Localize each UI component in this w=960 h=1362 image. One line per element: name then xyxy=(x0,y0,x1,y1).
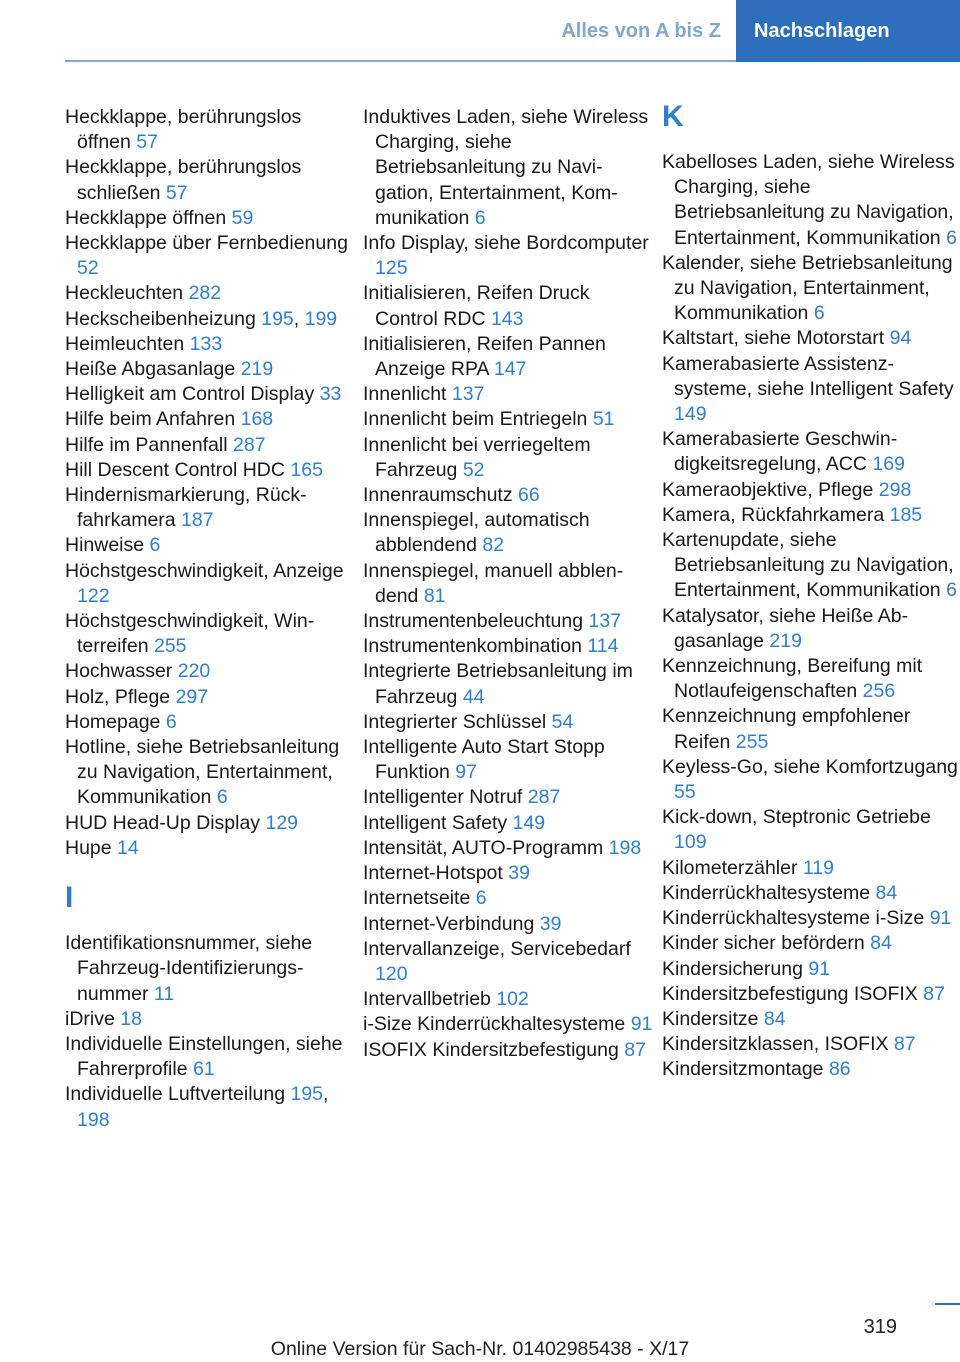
index-entry-term: Integrierter Schlüssel xyxy=(363,710,547,733)
index-entry-term: Instrumentenbeleuchtung xyxy=(363,610,584,633)
page-reference-link[interactable]: 84 xyxy=(875,881,898,904)
page-reference-link[interactable]: 54 xyxy=(551,710,574,733)
page-reference-link[interactable]: 133 xyxy=(189,332,223,355)
index-entry xyxy=(363,332,653,382)
index-entry-term: HUD Head-Up Display xyxy=(65,811,261,834)
index-entry-term: Kindersitzklassen, ISOFIX xyxy=(662,1033,889,1056)
index-entry xyxy=(363,785,653,810)
index-entry xyxy=(65,483,355,533)
index-entry-term: Kennzeichnung empfohlener Reifen xyxy=(662,705,911,753)
index-entry xyxy=(662,427,960,477)
index-entry-term: Innenspiegel, automatisch abblendend xyxy=(363,509,590,557)
index-entry-term: Hill Descent Control HDC xyxy=(65,458,285,481)
page-reference-link[interactable]: 59 xyxy=(231,206,254,229)
page-reference-link[interactable]: 52 xyxy=(462,458,485,481)
page-reference-link[interactable]: 109 xyxy=(674,831,707,854)
index-entry-term: ISOFIX Kindersitzbefestigung xyxy=(363,1038,619,1061)
index-entry xyxy=(363,634,653,659)
page-reference-link[interactable]: 220 xyxy=(177,660,211,683)
index-entry xyxy=(363,811,653,836)
page-reference-link[interactable]: 137 xyxy=(588,610,622,633)
index-entry xyxy=(662,856,960,881)
index-entry-term: Heckklappe, berührungslos öffnen xyxy=(65,106,302,154)
index-entry-term: Innenspiegel, manuell abblendend xyxy=(363,559,624,607)
index-entry-term: Kindersicherung xyxy=(662,957,803,980)
page-reference-link[interactable]: 91 xyxy=(808,957,831,980)
index-entry xyxy=(662,755,960,805)
index-entry xyxy=(363,281,653,331)
index-entry-term: Kamerabasierte Geschwindigkeitsregelung, ACC xyxy=(662,428,898,476)
index-entry xyxy=(363,937,653,987)
page-reference-link[interactable]: 84 xyxy=(870,932,892,955)
page-reference-link[interactable]: 97 xyxy=(455,761,477,784)
index-entry xyxy=(662,251,960,327)
index-entry xyxy=(662,1007,960,1032)
index-entry xyxy=(363,609,653,634)
page-reference-link[interactable]: 91 xyxy=(630,1013,653,1036)
index-entry: Individuelle Luftverteilung 195, 198 xyxy=(65,1083,329,1131)
index-entry xyxy=(662,352,960,428)
page-reference-link[interactable]: 87 xyxy=(893,1033,916,1056)
index-entry-term: Internetseite xyxy=(363,887,471,910)
index-entry xyxy=(65,458,355,483)
page-reference-link[interactable]: 198 xyxy=(608,836,642,859)
page-reference-link[interactable]: 51 xyxy=(592,408,615,431)
page-reference-link[interactable]: 149 xyxy=(674,403,707,426)
index-entry xyxy=(662,478,960,503)
page-reference-link[interactable]: 298 xyxy=(878,478,912,501)
index-entry xyxy=(363,407,653,432)
page-reference-link[interactable]: 102 xyxy=(496,988,529,1011)
index-entry-term: Homepage xyxy=(65,710,161,733)
page-reference-link[interactable]: 147 xyxy=(493,358,527,381)
index-entry xyxy=(65,281,355,306)
index-entry-term: Intensität, AUTO-Programm xyxy=(363,836,604,859)
page-reference-link[interactable]: 55 xyxy=(674,781,696,804)
index-entry xyxy=(662,1057,960,1082)
page-reference-link[interactable]: 149 xyxy=(512,811,546,834)
index-entry-term: Keyless-Go, siehe Komfortzugang xyxy=(662,755,958,778)
page-reference-link[interactable]: 187 xyxy=(181,509,214,532)
index-entry xyxy=(363,710,653,735)
index-entry xyxy=(363,836,653,861)
index-entry xyxy=(363,508,653,558)
page-reference-link[interactable]: 6 xyxy=(813,302,825,325)
index-entry xyxy=(662,957,960,982)
index-entry-term: Innenlicht xyxy=(363,383,447,406)
page-reference-link[interactable]: 185 xyxy=(889,503,923,526)
page-reference-link[interactable]: 61 xyxy=(192,1058,215,1081)
index-entry xyxy=(65,332,355,357)
index-entry-term: Heckklappe über Fernbedienung xyxy=(65,232,348,255)
index-entry-term: Intelligenter Notruf xyxy=(363,786,523,809)
index-entry xyxy=(65,206,355,231)
index-entry-term: Innenlicht beim Entriegeln xyxy=(363,408,588,431)
page-reference-link[interactable]: 39 xyxy=(539,912,562,935)
index-entry: Heckscheibenheizung 195, 199 xyxy=(65,307,338,330)
index-entry xyxy=(65,231,355,281)
section-letter: K xyxy=(662,100,684,133)
index-entry xyxy=(662,906,960,931)
page-reference-link[interactable]: 297 xyxy=(175,685,209,708)
index-entry-term: Individuelle Einstellungen, siehe Fahrerprofile xyxy=(65,1032,343,1081)
index-entry-term: Helligkeit am Control Display xyxy=(65,383,315,406)
index-entry-term: Kamerabasierte Assistenzsysteme, siehe Intelligent Safety xyxy=(662,352,954,400)
page-reference-link[interactable]: 119 xyxy=(802,856,834,879)
page-reference-link[interactable]: 6 xyxy=(475,887,487,910)
index-entry-term: Kindersitzbefestigung ISOFIX xyxy=(662,982,918,1005)
index-entry xyxy=(65,559,355,609)
index-entry xyxy=(65,836,355,861)
index-entry-term: Hochwasser xyxy=(65,660,173,683)
index-entry-term: Kalender, siehe Betriebsanleitung zu Navigation, Entertainment, Kommunikation xyxy=(662,251,953,325)
index-entry xyxy=(662,805,960,855)
index-entry-term: Instrumentenkombination xyxy=(363,635,582,658)
index-entry xyxy=(363,987,653,1012)
index-entry-term: Hindernismarkierung, Rückfahrkamera xyxy=(65,484,307,532)
page-reference-link[interactable]: 287 xyxy=(233,433,266,456)
page-reference-link[interactable]: 195 xyxy=(261,307,294,330)
page-reference-link[interactable]: 255 xyxy=(153,635,187,658)
page-reference-link[interactable]: 125 xyxy=(375,257,408,280)
index-entry-term: Kennzeichnung, Bereifung mit Notlaufeigenschaften xyxy=(662,655,923,703)
index-entry xyxy=(363,735,653,785)
page-reference-link[interactable]: 168 xyxy=(240,408,274,431)
index-entry-term: Kartenupdate, siehe Betriebsanleitung zu Navigation, Entertainment, Kommunikation xyxy=(662,529,954,602)
index-entry xyxy=(662,1032,960,1057)
index-entry xyxy=(363,861,653,886)
page-reference-link[interactable]: 57 xyxy=(165,181,188,204)
index-entry xyxy=(65,931,355,1007)
index-entry xyxy=(65,155,355,205)
index-entry xyxy=(662,326,960,351)
index-entry xyxy=(363,886,653,911)
index-entry xyxy=(363,231,653,281)
index-entry xyxy=(363,1012,653,1037)
index-entry xyxy=(65,407,355,432)
page-reference-link[interactable]: 255 xyxy=(735,730,769,753)
index-entry xyxy=(65,1007,355,1032)
page-reference-link[interactable]: 33 xyxy=(319,383,342,406)
index-entry-term: Heckklappe, berührungslos schließen xyxy=(65,156,302,204)
page-reference-link[interactable]: 66 xyxy=(518,484,540,507)
index-entry-term: Heiße Abgasanlage xyxy=(65,358,236,381)
section-letter: I xyxy=(65,881,74,915)
index-entry-term: Internet-Verbindung xyxy=(363,912,535,935)
index-entry-term: Heckklappe öffnen xyxy=(65,206,227,229)
index-entry xyxy=(65,433,355,458)
index-entry xyxy=(65,357,355,382)
index-entry-term: Kindersitzmontage xyxy=(662,1058,824,1081)
index-entry-term: Katalysator, siehe Heiße Abgasanlage xyxy=(662,604,909,652)
page-reference-link[interactable]: 165 xyxy=(290,458,323,481)
index-entry xyxy=(363,105,653,231)
index-entry xyxy=(363,483,653,508)
index-entry-term: iDrive xyxy=(65,1007,115,1030)
page-number: 319 xyxy=(863,1316,897,1338)
index-entry-term: Heckleuchten xyxy=(65,282,184,305)
index-entry-term: Heckscheibenheizung xyxy=(65,307,256,330)
index-entry xyxy=(65,811,355,836)
page-reference-link[interactable]: 11 xyxy=(153,982,175,1005)
page-reference-link[interactable]: 137 xyxy=(451,383,485,406)
index-entry-term: Kick-down, Steptronic Getriebe xyxy=(662,806,931,829)
index-entry xyxy=(65,685,355,710)
index-column-1 xyxy=(65,105,355,1133)
page-reference-link[interactable]: 219 xyxy=(240,358,274,381)
index-entry xyxy=(662,604,960,654)
index-entry-term: Höchstgeschwindigkeit, Winterreifen xyxy=(65,610,315,658)
index-entry xyxy=(65,710,355,735)
index-entry xyxy=(363,659,653,709)
page-reference-link[interactable]: 6 xyxy=(946,226,957,249)
index-entry xyxy=(363,559,653,609)
page-reference-link[interactable]: 120 xyxy=(375,962,408,985)
page-reference-link[interactable]: 198 xyxy=(77,1108,110,1131)
page-reference-link[interactable]: 57 xyxy=(136,131,158,154)
page-reference-link[interactable]: 6 xyxy=(946,579,957,602)
index-entry-term: Hilfe im Pannenfall xyxy=(65,433,228,456)
index-entry xyxy=(662,528,960,604)
index-entry-term: Kamera, Rückfahrkamera xyxy=(662,503,885,526)
page-reference-link[interactable]: 6 xyxy=(474,206,486,229)
index-entry-term: Integrierte Betriebsanleitung im Fahrzeug xyxy=(363,660,633,708)
index-entry xyxy=(662,881,960,906)
index-entry xyxy=(662,982,960,1007)
page-reference-link[interactable]: 87 xyxy=(923,982,945,1005)
index-entry xyxy=(65,1032,355,1082)
page-reference-link[interactable]: 18 xyxy=(120,1007,142,1030)
index-entry-term: Hotline, siehe Betriebsanleitung zu Navigation, Entertainment, Kommunikation xyxy=(65,736,340,809)
footer-note: Online Version für Sach-Nr. 01402985438 - X/17 xyxy=(270,1338,690,1360)
index-entry xyxy=(662,704,960,754)
page-reference-link[interactable]: 86 xyxy=(828,1058,851,1081)
index-entry xyxy=(662,654,960,704)
page-reference-link[interactable]: 114 xyxy=(587,635,619,658)
index-entry-term: Heimleuchten xyxy=(65,332,185,355)
page-reference-link[interactable]: 84 xyxy=(763,1007,786,1030)
page-reference-link[interactable]: 6 xyxy=(149,534,161,557)
header-chapter-tab: Nachschlagen xyxy=(736,0,960,62)
page-reference-link[interactable]: 39 xyxy=(508,862,530,885)
index-entry xyxy=(65,382,355,407)
index-entry xyxy=(65,105,355,155)
index-entry-term: Höchstgeschwindigkeit, Anzeige xyxy=(65,559,344,582)
index-column-3 xyxy=(662,100,960,1083)
page-reference-link[interactable]: 91 xyxy=(929,907,952,930)
index-entry-term: Initialisieren, Reifen Pannen Anzeige RPA xyxy=(363,332,606,381)
page-reference-link[interactable]: 199 xyxy=(304,307,338,330)
index-entry xyxy=(363,433,653,483)
index-entry xyxy=(65,735,355,811)
index-entry-term: Hilfe beim Anfahren xyxy=(65,408,236,431)
page-reference-link[interactable]: 256 xyxy=(862,680,896,703)
page-reference-link[interactable]: 87 xyxy=(624,1038,646,1061)
index-entry-term: Internet-Hotspot xyxy=(363,862,503,885)
index-entry xyxy=(363,912,653,937)
index-entry-term: Intelligent Safety xyxy=(363,811,508,834)
index-entry xyxy=(65,533,355,558)
index-entry-term: Kinderrückhaltesysteme i-Size xyxy=(662,907,925,930)
page-reference-link[interactable]: 52 xyxy=(77,257,99,280)
index-entry-term: Hupe xyxy=(65,836,112,859)
index-entry xyxy=(662,503,960,528)
footer-accent-rule xyxy=(935,1303,960,1305)
index-entry-term: Induktives Laden, siehe Wireless Charging, siehe Betriebsanleitung zu Navigation, Entertainment, Kommunikation xyxy=(363,106,649,229)
index-entry xyxy=(363,382,653,407)
header-section-title: Alles von A bis Z xyxy=(561,19,721,42)
index-column-2 xyxy=(363,105,653,1063)
index-entry-term: Info Display, siehe Bordcomputer xyxy=(363,232,649,255)
page-reference-link[interactable]: 6 xyxy=(165,710,177,733)
index-entry xyxy=(662,931,960,956)
index-entry-term: Intervallbetrieb xyxy=(363,988,491,1011)
index-entry-term: Identifikationsnummer, siehe Fahrzeug-Identifizierungsnummer xyxy=(65,932,313,1005)
index-entry-term: Innenlicht bei verriegeltem Fahrzeug xyxy=(363,433,591,481)
index-entry-term: Initialisieren, Reifen Druck Control RDC xyxy=(363,282,590,330)
page-reference-link[interactable]: 129 xyxy=(265,811,299,834)
index-entry xyxy=(662,150,960,251)
index-entry xyxy=(65,659,355,684)
index-entry-term: Holz, Pflege xyxy=(65,685,171,708)
page-reference-link[interactable]: 94 xyxy=(889,327,912,350)
page-reference-link[interactable]: 143 xyxy=(490,307,524,330)
index-entry-term: Kinder sicher befördern xyxy=(662,932,865,955)
index-entry-term: i-Size Kinderrückhaltesysteme xyxy=(363,1013,626,1036)
page-reference-link[interactable]: 195 xyxy=(290,1083,324,1106)
page-reference-link[interactable]: 219 xyxy=(769,629,802,652)
page-reference-link[interactable]: 122 xyxy=(77,584,110,607)
page-reference-link[interactable]: 82 xyxy=(482,534,505,557)
page-reference-link[interactable]: 44 xyxy=(462,685,485,708)
index-entry-term: Kilometerzähler xyxy=(662,856,798,879)
index-entry-term: Kindersitze xyxy=(662,1007,759,1030)
index-entry-term: Intelligente Auto Start Stopp Funktion xyxy=(363,736,605,784)
page-reference-link[interactable]: 169 xyxy=(872,453,905,476)
index-entry-term: Intervallanzeige, Servicebedarf xyxy=(363,937,631,960)
index-entry-term: Hinweise xyxy=(65,534,145,557)
index-entry xyxy=(363,1038,653,1063)
index-entry-term: Individuelle Luftverteilung xyxy=(65,1083,286,1106)
page-reference-link[interactable]: 14 xyxy=(117,836,139,859)
index-entry xyxy=(65,609,355,659)
index-entry-term: Innenraumschutz xyxy=(363,484,513,507)
index-entry-term: Kaltstart, siehe Motorstart xyxy=(662,327,885,350)
page-reference-link[interactable]: 287 xyxy=(527,786,561,809)
page-reference-link[interactable]: 282 xyxy=(188,282,222,305)
page-reference-link[interactable]: 81 xyxy=(423,584,446,607)
index-entry-term: Kinderrückhaltesysteme xyxy=(662,881,871,904)
index-entry-term: Kabelloses Laden, siehe Wireless Charging, siehe Betriebsanleitung zu Navigation, Entertainment, Kommunikation xyxy=(662,151,955,249)
page-reference-link[interactable]: 6 xyxy=(216,786,228,809)
index-entry-term: Kameraobjektive, Pflege xyxy=(662,478,874,501)
